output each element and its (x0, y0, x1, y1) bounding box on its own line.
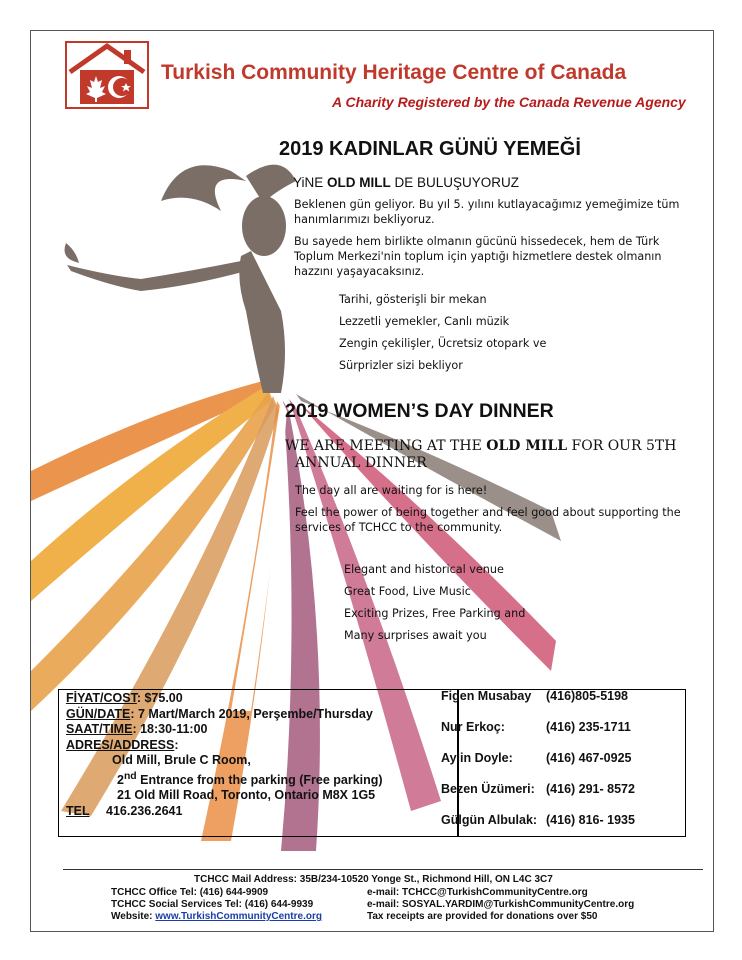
english-subtitle: WE ARE MEETING AT THE OLD MILL FOR OUR 5TH ANNUAL DINNER (285, 438, 677, 471)
address-line-3: 21 Old Mill Road, Toronto, Ontario M8X 1G5 (117, 788, 376, 803)
contact-row: Aylin Doyle: (416) 467-0925 (441, 751, 632, 765)
contacts-list (441, 689, 635, 844)
turkish-subtitle: YiNE OLD MILL DE BULUŞUYORUZ (293, 175, 520, 190)
footer-website: Website: www.TurkishCommunityCentre.org (111, 911, 322, 922)
turkish-paragraph-1: Beklenen gün geliyor. Bu yıl 5. yılını kutlayacağımız yemeğimize tüm hanımlarımızı bekliyoruz. (294, 198, 680, 226)
list-item: Sürprizler sizi bekliyor (339, 359, 463, 372)
event-details (66, 691, 383, 819)
website-link[interactable]: www.TurkishCommunityCentre.org (155, 911, 322, 922)
tel-row: TEL 416.236.2641 (66, 803, 183, 818)
list-item: Elegant and historical venue (344, 563, 504, 576)
footer-divider (63, 869, 703, 870)
list-item: Lezzetli yemekler, Canlı müzik (339, 315, 510, 328)
address-line-1: Old Mill, Brule C Room, (112, 753, 251, 767)
address-row: ADRES/ADDRESS: (66, 737, 179, 752)
time-row: SAAT/TIME: 18:30-11:00 (66, 722, 208, 736)
list-item: Great Food, Live Music (344, 585, 471, 598)
flyer (30, 30, 714, 932)
footer-email-1: e-mail: TCHCC@TurkishCommunityCentre.org (367, 887, 588, 898)
english-event-title: 2019 WOMEN’S DAY DINNER (285, 400, 554, 422)
footer-email-2: e-mail: SOSYAL.YARDIM@TurkishCommunityCentre.org (367, 899, 635, 910)
footer-mail-address: TCHCC Mail Address: 35B/234-10520 Yonge St., Richmond Hill, ON L4C 3C7 (194, 874, 553, 885)
organization-name: Turkish Community Heritage Centre of Canada (161, 61, 627, 84)
footer-tax-note: Tax receipts are provided for donations over $50 (367, 911, 598, 922)
date-row: GÜN/DATE: 7 Mart/March 2019, Perşembe/Thursday (66, 706, 373, 721)
turkish-paragraph-2: Bu sayede hem birlikte olmanın gücünü hissedecek, hem de Türk Toplum Merkezi'nin toplum için yaptığı hizmetlere destek olmanın hazzını yaşayacaksınız. (294, 235, 662, 278)
contact-row: Gülgün Albulak: (416) 816- 1935 (441, 813, 635, 827)
english-paragraph-2: Feel the power of being together and feel good about supporting the services of TCHCC to the community. (295, 506, 681, 534)
turkish-highlights-list (339, 293, 546, 381)
address-line-2: 2nd Entrance from the parking (Free parking) (117, 770, 383, 787)
list-item: Tarihi, gösterişli bir mekan (339, 293, 487, 306)
footer-social-tel: TCHCC Social Services Tel: (416) 644-9939 (111, 899, 314, 910)
house-maple-leaf-logo-icon (64, 40, 150, 110)
contact-row: Bezen Üzümeri: (416) 291- 8572 (441, 782, 635, 796)
contact-row: Figen Musabay (416)805-5198 (441, 689, 629, 703)
list-item: Exciting Prizes, Free Parking and (344, 607, 526, 620)
english-paragraph-1: The day all are waiting for is here! (295, 484, 488, 497)
turkish-event-title: 2019 KADINLAR GÜNÜ YEMEĞİ (279, 138, 581, 160)
list-item: Zengin çekilişler, Ücretsiz otopark ve (339, 337, 547, 350)
footer-office-tel: TCHCC Office Tel: (416) 644-9909 (111, 887, 269, 898)
cost-row: FİYAT/COST: $75.00 (66, 691, 183, 705)
charity-tagline: A Charity Registered by the Canada Revenue Agency (332, 94, 686, 110)
contact-row: Nur Erkoç: (416) 235-1711 (441, 720, 631, 734)
list-item: Many surprises await you (344, 629, 487, 642)
english-highlights-list (344, 563, 525, 651)
